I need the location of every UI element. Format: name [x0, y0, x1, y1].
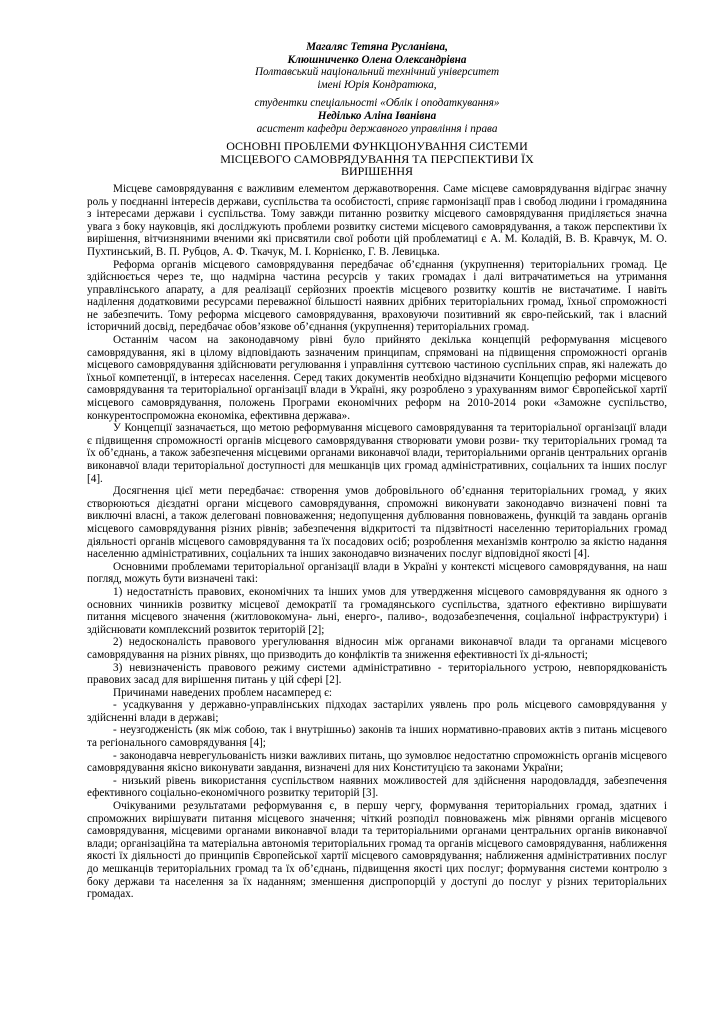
article-body [87, 183, 667, 901]
paragraph: Очікуваними результатами реформування є, в першу чергу, формування територіальних громад, здатних і спроможних вирішувати питання місцевого значення; чіткий розподіл повноважень між рівнями органів місцевого самоврядування, місцевими органами виконавчої влади та територіальними органами центральних органів виконавчої влади; організаційна та матеріальна автономія територіальних громад та органів місцевого самоврядування, наближення якості їх діяльності до принципів Європейської хартії місцевого самоврядування; наближення адміністративних послуг до мешканців територіальних громад та їх об’єднань, підвищення якості цих послуг; формування системи контролю з боку держави та населення за їх наданням; зменшення диспропорцій у доступі до послуг у різних територіальних громадах. [87, 800, 667, 901]
university-name-cont: імені Юрія Кондратюка, [317, 78, 437, 91]
university-name: Полтавський національний технічний університет [254, 66, 500, 79]
list-item: - усадкування у державно-управлінських підходах застарілих уявлень про роль місцевого самоврядування у здійсненні влади в державі; [87, 699, 667, 724]
students-specialty: студентки спеціальності «Облік і оподаткування» [254, 97, 500, 110]
list-item: - законодавча неврегульованість низки важливих питань, що зумовлює недостатню спроможність органів місцевого самоврядування якісно виконувати завдання, визначені для них Конституцією та законами України; [87, 749, 667, 775]
paragraph: Досягнення цієї мети передбачає: створення умов добровільного об’єднання територіальних громад, у яких створюються дієздатні органи місцевого самоврядування, спроможні виконувати законодавчо визначені повні та виключні власні, а також делеговані повноваження; недопущення дублювання повноважень, функцій та завдань органів місцевого самоврядування різних рівнів; забезпечення відкритості та підзвітності населенню територіальних громад діяльності органів місцевого самоврядування та їх посадових осіб; розроблення механізмів контролю за якістю надання населенню адміністративних, соціальних та інших законодавчо визначених послуг відповідної якості [4]. [87, 485, 667, 561]
paragraph: Реформа органів місцевого самоврядування передбачає об’єднання (укрупнення) територіальних громад. Це здійснюється через те, що надмірна частина ресурсів у таких громадах і далі витрачатиметься на утримання управлінського апарату, а для реалізації серйозних проектів місцевого розвитку коштів не вистачатиме. І навіть наділення додатковими ресурсами переважної більшості наявних дрібних територіальних громад, їхньої спроможності не забезпечить. Тому реформа місцевого самоврядування, враховуючи позитивний як євро-пейський, так і власний історичний досвід, передбачає обов’язкове об’єднання (укрупнення) територіальних громад. [87, 258, 667, 334]
paragraph: Основними проблемами територіальної організації влади в Україні у контексті місцевого самоврядування, на наш погляд, можуть бути визначені такі: [87, 560, 667, 586]
title-line: МІСЦЕВОГО САМОВРЯДУВАННЯ ТА ПЕРСПЕКТИВИ ЇХ [220, 151, 534, 166]
supervisor-position: асистент кафедри державного управління і права [256, 122, 498, 135]
paragraph: Місцеве самоврядування є важливим елементом державотворення. Саме місцеве самоврядування відіграє значну роль у поєднанні інтересів держави, суспільства та особистості, сприяє гармонізації прав і свобод людини і громадянина з інтересами держави і суспільства. Тому завжди питанню розвитку місцевого самоврядування приділяється значна увага з боку науковців, які досліджують проблеми розвитку системи місцевого самоврядування, а також перспективи їх вирішення, вітчизняними вченими які присвятили свої роботи цій проблематиці є А. М. Коладій, В. В. Кравчук, М. О. Пухтинський, В. П. Рубцов, А. Ф. Ткачук, М. І. Корнієнко, Г. В. Левицька. [87, 182, 667, 258]
author-header [87, 41, 667, 135]
list-item: 3) невизначеність правового режиму системи адміністративно - територіального устрою, невпорядкованість правових засад для вирішення питань у цій сфері [2]. [87, 661, 667, 687]
paragraph: У Концепції зазначається, що метою реформування місцевого самоврядування та територіальної організації влади є підвищення спроможності органів місцевого самоврядування створювати умови розви- тку територіальних громад та їх об’єднань, а також забезпечення місцевими органами виконавчої влади, територіальними органів центральних органів виконавчої влади територіальної доступності для мешканців цих громад адміністративних, соціальних та інших послуг [4]. [87, 422, 667, 485]
paragraph: Останнім часом на законодавчому рівні було прийнято декілька концепцій реформування місцевого самоврядування, які в цілому відповідають зазначеним принципам, спрямовані на підвищення спроможності органів місцевого самоврядування здійснювати регулювання і управління суттєвою частиною суспільних справ, які належать до їхньої компетенції, в інтересах населення. Серед таких документів необхідно відзначити Концепцію реформи місцевого самоврядування та територіальної організації влади в Україні, яку розроблено з урахуванням вимог Європейської хартії місцевого самоврядування, положень Програми економічних реформ на 2010-2014 роки «Заможне суспільство, конкурентоспроможна економіка, ефективна держава». [87, 334, 667, 422]
list-item: - неузгодженість (як між собою, так і внутрішньо) законів та інших нормативно-правових актів з питань місцевого та регіонального самоврядування [4]; [87, 724, 667, 750]
paragraph: Причинами наведених проблем насамперед є: [113, 686, 332, 699]
article-title [87, 140, 667, 178]
title-line: ОСНОВНІ ПРОБЛЕМИ ФУНКЦІОНУВАННЯ СИСТЕМИ [226, 139, 528, 154]
list-item: 1) недостатність правових, економічних та інших умов для утвердження місцевого самоврядування як одного з основних чинників розвитку місцевої демократії та громадянського суспільства, здатного ефективно вирішувати питання місцевого значення (житловокомуна- льні, енерго-, паливо-, водозабезпечення, соціальної інфраструктури) і здійснювати комплексний розвиток територій [2]; [87, 585, 667, 636]
author-name-1: Магаляс Тетяна Русланівна, [306, 41, 448, 53]
list-item: 2) недосконалість правового урегулювання відносин між органами виконавчої влади та органами місцевого самоврядування на різних рівнях, що призводить до конфліктів та зниження ефективності їх ді-яльності; [87, 636, 667, 661]
title-line: ВИРІШЕННЯ [340, 164, 414, 179]
author-name-2: Клюшниченко Олена Олександрівна [287, 53, 467, 66]
list-item: - низький рівень використання суспільством наявних можливостей для здійснення народовладдя, забезпечення ефективного соціально-економічного розвитку територій [3]. [87, 774, 667, 800]
supervisor-name: Неділько Аліна Іванівна [317, 109, 437, 122]
document-page [87, 41, 667, 901]
